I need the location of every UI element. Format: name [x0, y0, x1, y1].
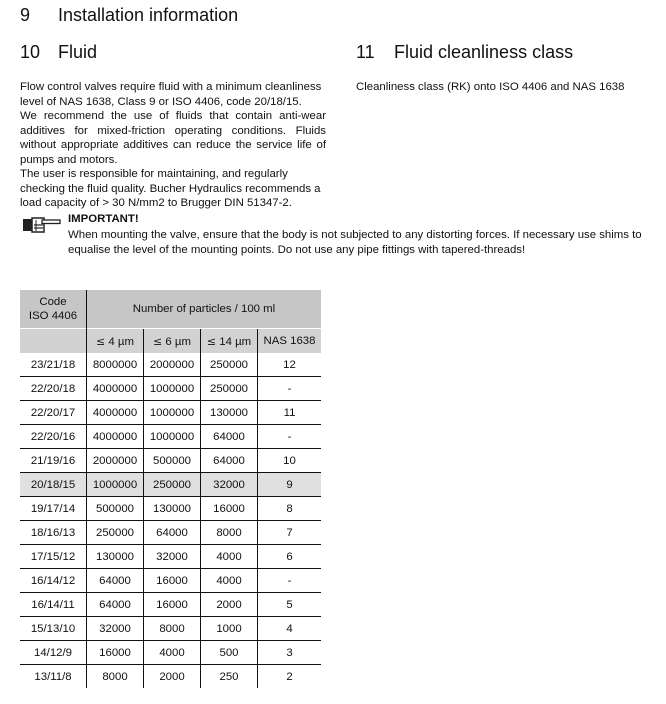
section-title: Installation information	[58, 5, 239, 25]
header-6um-label: 6 µm	[165, 335, 191, 348]
cell-14um: 1000	[201, 617, 258, 641]
header-empty	[20, 329, 87, 354]
header-particles: Number of particles / 100 ml	[87, 290, 322, 329]
cell-14um: 4000	[201, 545, 258, 569]
cell-14um: 64000	[201, 449, 258, 473]
cell-4um: 250000	[87, 521, 144, 545]
table-row	[20, 425, 321, 449]
cell-14um: 500	[201, 641, 258, 665]
cell-4um: 4000000	[87, 401, 144, 425]
table-body	[20, 353, 321, 688]
cell-nas: -	[258, 377, 322, 401]
cell-6um: 16000	[144, 593, 201, 617]
section-title: Fluid	[58, 42, 98, 62]
cell-nas: 9	[258, 473, 322, 497]
table-row	[20, 641, 321, 665]
cell-6um: 32000	[144, 545, 201, 569]
section-title: Fluid cleanliness class	[394, 42, 574, 62]
cell-nas: 10	[258, 449, 322, 473]
section-heading-cleanliness	[356, 42, 573, 63]
header-14um-label: 14 µm	[219, 335, 252, 348]
cell-6um: 64000	[144, 521, 201, 545]
table-row	[20, 521, 321, 545]
header-code-line2: ISO 4406	[28, 310, 78, 322]
cell-6um: 500000	[144, 449, 201, 473]
header-14um	[201, 329, 258, 354]
cell-6um: 16000	[144, 569, 201, 593]
cell-nas: 6	[258, 545, 322, 569]
less-equal-symbol: ≤	[206, 334, 217, 348]
cell-4um: 1000000	[87, 473, 144, 497]
less-equal-symbol: ≤	[153, 334, 163, 348]
cell-6um: 2000000	[144, 353, 201, 377]
cell-6um: 1000000	[144, 377, 201, 401]
cell-6um: 2000	[144, 665, 201, 689]
cell-code: 22/20/18	[20, 377, 87, 401]
cell-4um: 64000	[87, 569, 144, 593]
table-row	[20, 617, 321, 641]
cell-4um: 64000	[87, 593, 144, 617]
cell-code: 23/21/18	[20, 353, 87, 377]
cell-14um: 16000	[201, 497, 258, 521]
cell-code: 17/15/12	[20, 545, 87, 569]
fluid-paragraph: Flow control valves require fluid with a minimum cleanliness level of NAS 1638, Class 9 or ISO 4406, code 20/18/15.	[20, 81, 322, 108]
cell-nas: 2	[258, 665, 322, 689]
header-4um	[87, 329, 144, 354]
cleanliness-description: Cleanliness class (RK) onto ISO 4406 and NAS 1638	[356, 81, 625, 93]
header-nas: NAS 1638	[258, 329, 322, 354]
cell-code: 15/13/10	[20, 617, 87, 641]
table-row	[20, 545, 321, 569]
cell-nas: 4	[258, 617, 322, 641]
cell-4um: 8000000	[87, 353, 144, 377]
cell-code: 14/12/9	[20, 641, 87, 665]
cell-6um: 8000	[144, 617, 201, 641]
cell-6um: 130000	[144, 497, 201, 521]
cell-14um: 32000	[201, 473, 258, 497]
cell-nas: 5	[258, 593, 322, 617]
cell-code: 22/20/17	[20, 401, 87, 425]
cell-4um: 500000	[87, 497, 144, 521]
cell-4um: 16000	[87, 641, 144, 665]
cell-code: 19/17/14	[20, 497, 87, 521]
fluid-description	[20, 80, 326, 211]
cell-14um: 130000	[201, 401, 258, 425]
table-row	[20, 569, 321, 593]
cleanliness-table	[20, 290, 321, 688]
table-subheader-row	[20, 329, 321, 354]
cell-14um: 250	[201, 665, 258, 689]
less-equal-symbol: ≤	[96, 334, 106, 348]
table-row	[20, 497, 321, 521]
cell-code: 16/14/12	[20, 569, 87, 593]
cell-nas: 8	[258, 497, 322, 521]
table-row	[20, 665, 321, 689]
section-number: 10	[20, 42, 41, 62]
cell-nas: 3	[258, 641, 322, 665]
header-4um-label: 4 µm	[108, 335, 134, 348]
cell-nas: 12	[258, 353, 322, 377]
cell-code: 20/18/15	[20, 473, 87, 497]
cell-4um: 4000000	[87, 425, 144, 449]
cell-4um: 130000	[87, 545, 144, 569]
table-row	[20, 377, 321, 401]
cell-code: 18/16/13	[20, 521, 87, 545]
header-code	[20, 290, 87, 329]
important-title: IMPORTANT!	[68, 213, 139, 225]
table-header-row	[20, 290, 321, 329]
fluid-paragraph: The user is responsible for maintaining, and regularly checking the fluid quality. Bucher Hydraulics recommends a load capacity of > 30 N/mm2 to Brugger DIN 51347-2.	[20, 168, 321, 209]
cell-nas: -	[258, 425, 322, 449]
cell-14um: 2000	[201, 593, 258, 617]
header-6um	[144, 329, 201, 354]
table-row	[20, 353, 321, 377]
table-row	[20, 449, 321, 473]
table-row	[20, 473, 321, 497]
cell-code: 13/11/8	[34, 670, 72, 683]
table-row	[20, 401, 321, 425]
cell-6um: 1000000	[144, 425, 201, 449]
cell-4um: 8000	[87, 665, 144, 689]
cell-code: 22/20/16	[20, 425, 87, 449]
fluid-paragraph: We recommend the use of fluids that contain anti-wear additives for mixed-friction operating conditions. Fluids without appropriate additives can reduce the service life of pumps and motors.	[20, 110, 326, 166]
cell-nas: 11	[258, 401, 322, 425]
section-heading-installation	[20, 5, 238, 26]
cell-4um: 2000000	[87, 449, 144, 473]
header-code-line1: Code	[39, 296, 67, 308]
pointing-hand-icon	[22, 216, 62, 234]
cell-14um: 250000	[201, 377, 258, 401]
cell-14um: 250000	[201, 353, 258, 377]
cell-6um: 1000000	[144, 401, 201, 425]
cell-14um: 4000	[201, 569, 258, 593]
cell-code: 16/14/11	[20, 593, 87, 617]
cell-4um: 32000	[87, 617, 144, 641]
table-row	[20, 593, 321, 617]
important-text: When mounting the valve, ensure that the body is not subjected to any distorting forces. If necessary use shims to equalise the level of the mounting points. Do not use any pipe fittings with tapered-threads!	[68, 229, 642, 256]
section-heading-fluid	[20, 42, 97, 63]
cell-nas: 7	[258, 521, 322, 545]
cell-nas: -	[258, 569, 322, 593]
cell-14um: 8000	[201, 521, 258, 545]
section-number: 9	[20, 5, 31, 25]
section-number: 11	[356, 42, 375, 62]
cell-4um: 4000000	[87, 377, 144, 401]
cell-6um: 250000	[144, 473, 201, 497]
cell-6um: 4000	[144, 641, 201, 665]
cell-code: 21/19/16	[20, 449, 87, 473]
cell-14um: 64000	[201, 425, 258, 449]
